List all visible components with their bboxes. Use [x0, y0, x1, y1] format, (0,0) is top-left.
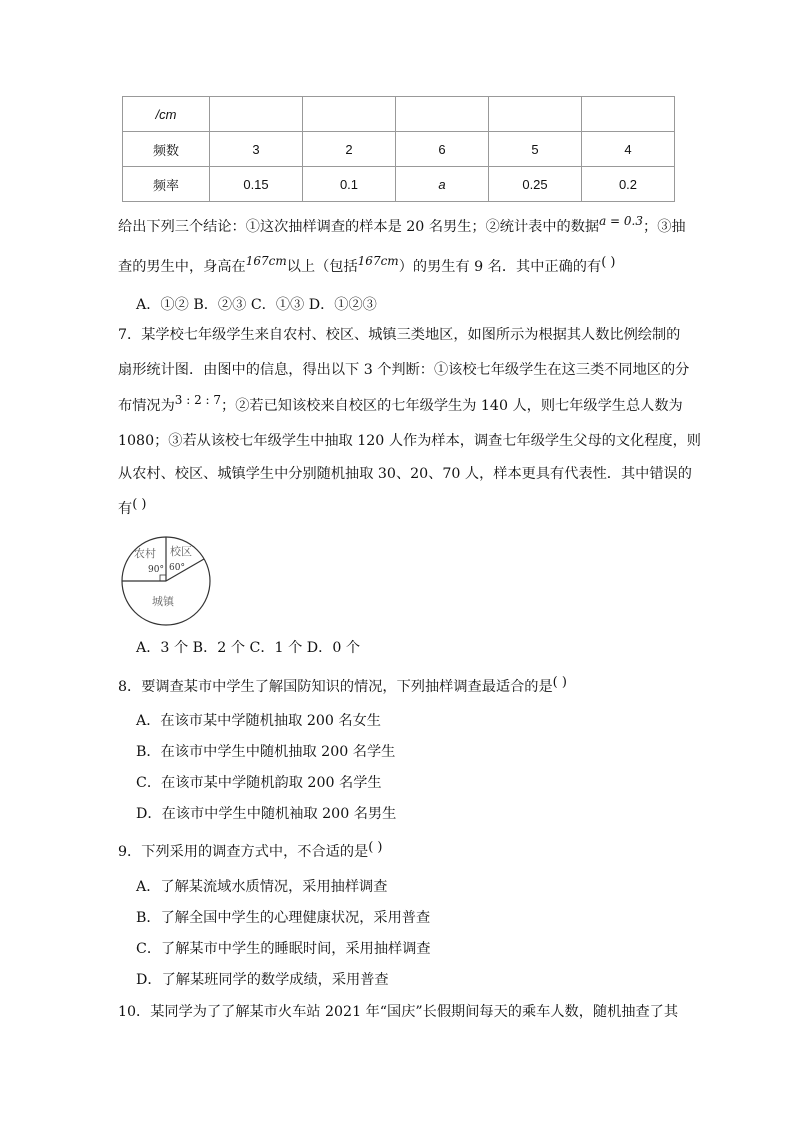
table-cell: 4	[582, 132, 675, 167]
q6-text: ）的男生有 9 名．其中正确的有	[398, 259, 602, 275]
q7-line-6	[118, 498, 146, 518]
q9-option-c: C．了解某市中学生的睡眠时间，采用抽样调查	[136, 941, 431, 957]
table-row	[123, 97, 675, 132]
q7-line-4: 1080；③若从该校七年级学生中抽取 120 人作为样本，调查七年级学生父母的文化程度，则	[118, 433, 701, 449]
frequency-table	[122, 96, 675, 202]
q7-line-2: 扇形统计图．由图中的信息，得出以下 3 个判断：①该校七年级学生在这三类不同地区的分	[118, 362, 690, 378]
table-cell	[210, 97, 303, 132]
pie-angle-campus: 60°	[169, 563, 185, 573]
answer-paren: ( )	[132, 497, 147, 512]
q9-option-d: D．了解某班同学的数学成绩，采用普查	[136, 972, 389, 988]
q8-stem	[118, 676, 567, 696]
q8-option-a: A．在该市某中学随机抽取 200 名女生	[136, 713, 381, 729]
q6-text: 查的男生中，身高在	[118, 259, 246, 275]
q9-stem	[118, 841, 383, 861]
q6-line-2	[118, 256, 615, 276]
table-cell: 0.1	[303, 167, 396, 202]
pie-angle-rural: 90°	[148, 565, 164, 575]
answer-paren: ( )	[552, 675, 567, 690]
q6-math-a: a = 0.3	[599, 214, 643, 228]
q8-option-b: B．在该市中学生中随机抽取 200 名学生	[136, 744, 396, 760]
table-header-frequency: 频数	[123, 132, 210, 167]
q6-text: ；③抽	[643, 219, 686, 235]
table-cell: 0.2	[582, 167, 675, 202]
q7-text: ；②若已知该校来自校区的七年级学生为 140 人，则七年级学生总人数为	[221, 398, 683, 414]
table-cell: 2	[303, 132, 396, 167]
answer-paren: ( )	[368, 840, 383, 855]
q6-options: A．①② B．②③ C．①③ D．①②③	[136, 297, 377, 313]
q8-text: 8．要调查某市中学生了解国防知识的情况，下列抽样调查最适合的是	[118, 679, 553, 695]
q9-option-b: B．了解全国中学生的心理健康状况，采用普查	[136, 910, 431, 926]
q7-options: A．3 个 B．2 个 C．1 个 D．0 个	[136, 640, 361, 656]
table-cell	[582, 97, 675, 132]
table-cell: a	[396, 167, 489, 202]
q9-text: 9．下列采用的调查方式中，不合适的是	[118, 844, 369, 860]
q6-text: 以上（包括	[286, 259, 358, 275]
q7-line-3	[118, 395, 683, 415]
table-cell: 5	[489, 132, 582, 167]
pie-chart	[120, 535, 212, 627]
pie-label-rural: 农村	[134, 547, 156, 560]
q7-line-5: 从农村、校区、城镇学生中分别随机抽取 30、20、70 人，样本更具有代表性．其中错误的	[118, 466, 692, 482]
q6-line-1	[118, 216, 686, 236]
q7-text: 有	[118, 501, 133, 517]
answer-paren: ( )	[601, 255, 616, 270]
table-cell	[396, 97, 489, 132]
table-row	[123, 132, 675, 167]
q7-line-1: 7．某学校七年级学生来自农村、校区、城镇三类地区，如图所示为根据其人数比例绘制的	[118, 327, 681, 343]
pie-label-campus: 校区	[170, 545, 192, 558]
q6-math-height: 167cm	[245, 254, 287, 268]
q7-ratio: 3 : 2 : 7	[174, 393, 222, 407]
table-row	[123, 167, 675, 202]
q8-option-c: C．在该市某中学随机韵取 200 名学生	[136, 775, 382, 791]
q9-option-a: A．了解某流域水质情况，采用抽样调查	[136, 879, 388, 895]
q8-option-d: D．在该市中学生中随机袖取 200 名男生	[136, 806, 397, 822]
q10-line-1: 10．某同学为了了解某市火车站 2021 年“国庆”长假期间每天的乘车人数，随机抽查了其	[118, 1004, 679, 1020]
table-cell: 3	[210, 132, 303, 167]
table-cell: 0.25	[489, 167, 582, 202]
q7-text: 布情况为	[118, 398, 175, 414]
table-cell: 0.15	[210, 167, 303, 202]
q6-math-height: 167cm	[357, 254, 399, 268]
table-header-rate: 频率	[123, 167, 210, 202]
table-cell: 6	[396, 132, 489, 167]
pie-label-town: 城镇	[152, 595, 174, 608]
table-cell	[489, 97, 582, 132]
table-cell	[303, 97, 396, 132]
q6-text: 给出下列三个结论：①这次抽样调查的样本是 20 名男生；②统计表中的数据	[118, 219, 600, 235]
table-header-height: /cm	[123, 97, 210, 132]
